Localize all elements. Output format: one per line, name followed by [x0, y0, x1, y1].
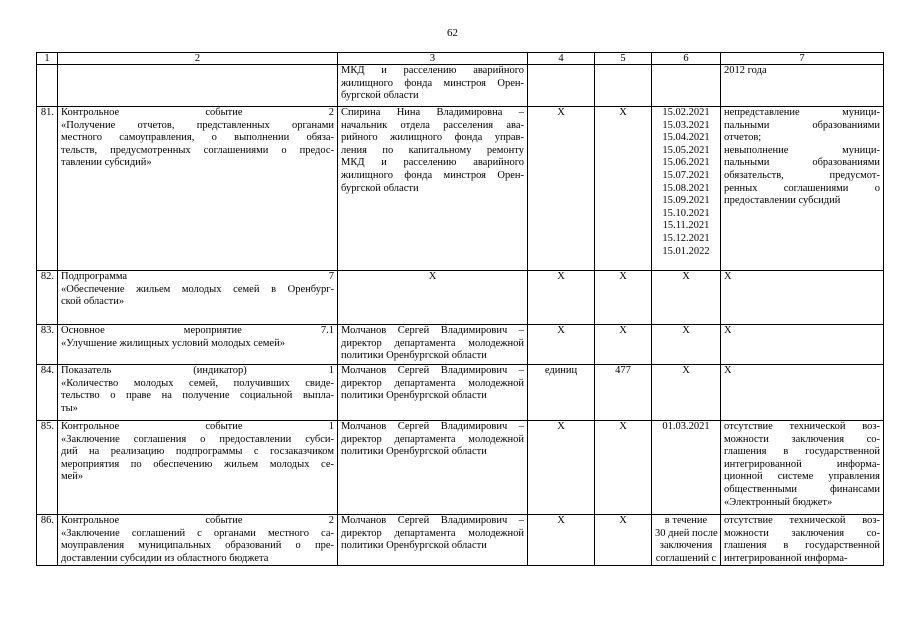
risk-line: глашения в государственной: [724, 446, 880, 458]
name-line: тавлении субсидий»: [61, 157, 152, 169]
responsible-cell: [338, 65, 528, 107]
row-number: [37, 65, 58, 107]
risk-line: ренных соглашениями о: [724, 182, 880, 194]
risk-line: общественными финансами: [724, 483, 880, 495]
risk-line: ционной системе управления: [724, 471, 880, 483]
name-line: мей»: [61, 471, 84, 483]
dates-line: соглашений с: [655, 552, 717, 564]
column-header: 4: [528, 53, 595, 65]
risk-line: невыполнение муници-: [724, 144, 880, 156]
dates-line: 15.02.2021: [662, 107, 710, 118]
value-cell: Х: [595, 107, 652, 271]
risk-cell: [721, 65, 884, 107]
row-number: 86.: [37, 515, 58, 566]
dates-line: Х: [682, 271, 690, 282]
row-number: 85.: [37, 421, 58, 515]
name-line: Подпрограмма 7: [61, 271, 334, 282]
column-header: 5: [595, 53, 652, 65]
responsible-line: МКД и расселению аварийного: [341, 157, 524, 169]
column-header: 2: [58, 53, 338, 65]
table-row: [37, 421, 884, 515]
dates-cell: [652, 271, 721, 325]
name-line: тельств, предусмотренных соглашениями о предос-: [61, 144, 334, 156]
unit-cell: Х: [528, 515, 595, 566]
risk-cell: [721, 107, 884, 271]
unit-cell: Х: [528, 271, 595, 325]
responsible-line: политики Оренбургской области: [341, 390, 487, 402]
responsible-cell: [338, 107, 528, 271]
event-name-cell: [58, 107, 338, 271]
event-name-cell: [58, 515, 338, 566]
responsible-line: жилищного фонда минстроя Орен-: [341, 77, 524, 89]
risk-line: можности заключения со-: [724, 527, 880, 539]
header-row: [37, 53, 884, 65]
dates-line: 15.01.2022: [662, 245, 710, 257]
name-line: ской области»: [61, 296, 125, 308]
dates-line: 15.10.2021: [662, 207, 710, 219]
row-number: 83.: [37, 325, 58, 365]
responsible-line: Молчанов Сергей Владимирович –: [341, 365, 524, 376]
name-line: Контрольное событие 2: [61, 515, 334, 526]
name-line: ты»: [61, 402, 78, 414]
dates-line: Х: [682, 365, 690, 376]
event-name-cell: [58, 271, 338, 325]
value-cell: Х: [595, 325, 652, 365]
risk-line: непредставление муници-: [724, 107, 880, 118]
responsible-cell: [338, 365, 528, 421]
column-header: 1: [37, 53, 58, 65]
responsible-cell: [338, 325, 528, 365]
plan-table: [36, 52, 884, 566]
risk-cell: [721, 325, 884, 365]
unit-cell: Х: [528, 325, 595, 365]
row-number: 84.: [37, 365, 58, 421]
unit-cell: единиц: [528, 365, 595, 421]
event-name-cell: [58, 365, 338, 421]
dates-cell: [652, 421, 721, 515]
risk-cell: [721, 515, 884, 566]
event-name-cell: [58, 421, 338, 515]
responsible-line: ления по капитальному ремонту: [341, 144, 524, 156]
name-line: мероприятия по обеспечению жильем молодых се-: [61, 458, 334, 470]
name-line: моуправления муниципальных образований о пре-: [61, 540, 334, 552]
page-number: 62: [447, 27, 458, 39]
responsible-line: Спирина Нина Владимировна –: [341, 107, 524, 118]
name-line: «Получение отчетов, представленных органами: [61, 119, 334, 131]
responsible-line: Молчанов Сергей Владимирович –: [341, 515, 524, 526]
unit-cell: Х: [528, 107, 595, 271]
dates-cell: [652, 365, 721, 421]
name-line: «Количество молодых семей, получивших свиде-: [61, 377, 334, 389]
risk-line: предоставлении субсидий: [724, 195, 841, 207]
responsible-cell: [338, 421, 528, 515]
responsible-line: начальник отдела расселения ава-: [341, 119, 524, 131]
table-row: [37, 515, 884, 566]
dates-line: 15.11.2021: [662, 220, 710, 232]
column-header: 3: [338, 53, 528, 65]
dates-cell: [652, 65, 721, 107]
dates-line: 15.07.2021: [662, 169, 710, 181]
dates-line: 15.04.2021: [662, 132, 710, 144]
responsible-line: бургской области: [341, 182, 419, 194]
responsible-line: Х: [428, 271, 437, 282]
event-name-cell: [58, 325, 338, 365]
responsible-line: политики Оренбургской области: [341, 540, 487, 552]
dates-line: 15.08.2021: [662, 182, 710, 194]
value-cell: 477: [595, 365, 652, 421]
responsible-line: политики Оренбургской области: [341, 446, 487, 458]
dates-line: в течение: [664, 515, 708, 526]
dates-line: 15.06.2021: [662, 157, 710, 169]
dates-line: 15.05.2021: [662, 144, 710, 156]
name-line: Показатель (индикатор) 1: [61, 365, 334, 376]
risk-line: глашения в государственной: [724, 540, 880, 552]
dates-line: 01.03.2021: [662, 421, 710, 432]
dates-cell: [652, 515, 721, 566]
event-name-cell: [58, 65, 338, 107]
name-line: местного самоуправления, о выполнении обяза-: [61, 132, 334, 144]
table-row: [37, 365, 884, 421]
dates-line: 15.03.2021: [662, 119, 710, 131]
dates-line: 15.12.2021: [662, 232, 710, 244]
risk-line: интегрированной информа-: [724, 552, 848, 564]
name-line: дий на реализацию подпрограммы с госзаказчиком: [61, 446, 334, 458]
name-line: Основное мероприятие 7.1: [61, 325, 334, 336]
risk-line: можности заключения со-: [724, 433, 880, 445]
value-cell: Х: [595, 421, 652, 515]
risk-line: Х: [724, 365, 732, 376]
table-row: [37, 325, 884, 365]
dates-line: 15.09.2021: [662, 195, 710, 207]
responsible-line: политики Оренбургской области: [341, 350, 487, 362]
name-line: Контрольное событие 1: [61, 421, 334, 432]
risk-cell: [721, 421, 884, 515]
dates-line: заключения: [659, 540, 713, 552]
risk-line: интегрированной информа-: [724, 458, 880, 470]
name-line: «Обеспечение жильем молодых семей в Оренбург-: [61, 283, 334, 295]
column-header: 6: [652, 53, 721, 65]
risk-line: Х: [724, 325, 732, 336]
risk-line: отсутствие технической воз-: [724, 421, 880, 432]
responsible-line: рийного жилищного фонда управ-: [341, 132, 524, 144]
responsible-line: директор департамента молодежной: [341, 433, 524, 445]
table-row: [37, 65, 884, 107]
responsible-line: Молчанов Сергей Владимирович –: [341, 421, 524, 432]
responsible-line: Молчанов Сергей Владимирович –: [341, 325, 524, 336]
risk-line: пальными образованиями: [724, 119, 880, 131]
name-line: доставлении субсидии из областного бюджета: [61, 552, 269, 564]
name-line: тельство о праве на получение социальной выпла-: [61, 390, 334, 402]
row-number: 82.: [37, 271, 58, 325]
risk-cell: [721, 271, 884, 325]
column-header: 7: [721, 53, 884, 65]
risk-line: 2012 года: [724, 65, 767, 76]
dates-line: Х: [682, 325, 690, 336]
unit-cell: [528, 65, 595, 107]
value-cell: [595, 65, 652, 107]
table-row: [37, 271, 884, 325]
risk-line: «Электронный бюджет»: [724, 496, 833, 508]
name-line: «Улучшение жилищных условий молодых семей»: [61, 337, 285, 349]
table-row: [37, 107, 884, 271]
dates-cell: [652, 107, 721, 271]
unit-cell: Х: [528, 421, 595, 515]
risk-line: отсутствие технической воз-: [724, 515, 880, 526]
risk-line: отчетов;: [724, 132, 762, 144]
responsible-line: директор департамента молодежной: [341, 337, 524, 349]
risk-line: Х: [724, 271, 732, 282]
row-number: 81.: [37, 107, 58, 271]
responsible-line: МКД и расселению аварийного: [341, 65, 524, 76]
dates-line: 30 дней после: [655, 527, 718, 539]
risk-line: пальными образованиями: [724, 157, 880, 169]
responsible-cell: [338, 515, 528, 566]
responsible-line: бургской области: [341, 90, 419, 102]
risk-cell: [721, 365, 884, 421]
risk-line: обязательств, предусмот-: [724, 169, 880, 181]
dates-cell: [652, 325, 721, 365]
name-line: Контрольное событие 2: [61, 107, 334, 118]
responsible-line: директор департамента молодежной: [341, 377, 524, 389]
name-line: «Заключение соглашения о предоставлении субси-: [61, 433, 334, 445]
responsible-cell: [338, 271, 528, 325]
value-cell: Х: [595, 515, 652, 566]
responsible-line: директор департамента молодежной: [341, 527, 524, 539]
responsible-line: жилищного фонда минстроя Орен-: [341, 169, 524, 181]
name-line: «Заключение соглашений с органами местного са-: [61, 527, 334, 539]
value-cell: Х: [595, 271, 652, 325]
